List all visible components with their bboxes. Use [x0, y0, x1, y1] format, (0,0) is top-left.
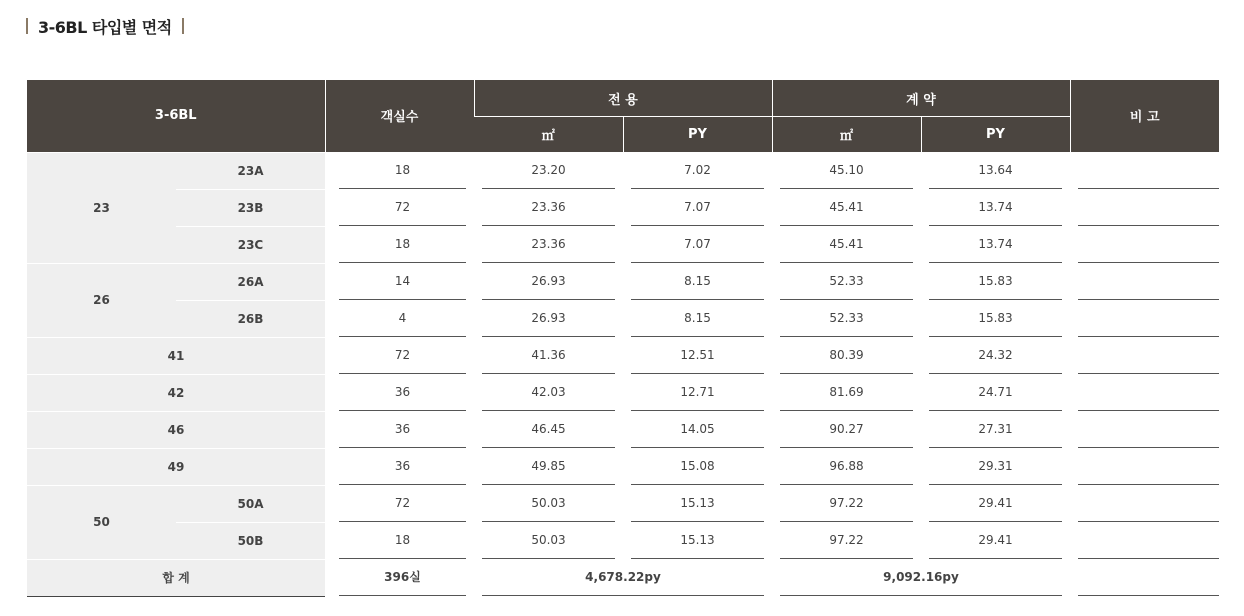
rooms-cell: 72	[325, 337, 474, 374]
rooms-cell: 14	[325, 263, 474, 300]
note-cell	[1070, 226, 1219, 263]
total-note-cell	[1070, 559, 1219, 596]
exclusive-py-cell: 8.15	[623, 263, 772, 300]
contract-py-cell: 29.31	[921, 448, 1070, 485]
exclusive-py-cell: 8.15	[623, 300, 772, 337]
rooms-cell: 36	[325, 411, 474, 448]
type-label: 50A	[176, 485, 325, 522]
exclusive-sqm-cell: 26.93	[474, 300, 623, 337]
group-label: 49	[27, 448, 325, 485]
note-cell	[1070, 152, 1219, 189]
group-label: 50	[27, 485, 176, 559]
note-cell	[1070, 263, 1219, 300]
contract-sqm-cell: 45.10	[772, 152, 921, 189]
contract-py-cell: 15.83	[921, 263, 1070, 300]
contract-py-cell: 13.64	[921, 152, 1070, 189]
title-right-bar	[182, 18, 184, 34]
note-cell	[1070, 374, 1219, 411]
group-label: 42	[27, 374, 325, 411]
exclusive-sqm-cell: 46.45	[474, 411, 623, 448]
rooms-cell: 72	[325, 189, 474, 226]
contract-py-cell: 13.74	[921, 226, 1070, 263]
contract-sqm-cell: 45.41	[772, 226, 921, 263]
table-row	[27, 300, 1219, 337]
exclusive-sqm-cell: 23.20	[474, 152, 623, 189]
rooms-cell: 72	[325, 485, 474, 522]
table-row	[27, 226, 1219, 263]
contract-sqm-cell: 97.22	[772, 485, 921, 522]
header-block: 3-6BL	[27, 80, 325, 152]
exclusive-sqm-cell: 42.03	[474, 374, 623, 411]
type-label: 26A	[176, 263, 325, 300]
table-row	[27, 337, 1219, 374]
rooms-cell: 4	[325, 300, 474, 337]
note-cell	[1070, 189, 1219, 226]
contract-py-cell: 27.31	[921, 411, 1070, 448]
exclusive-py-cell: 15.08	[623, 448, 772, 485]
exclusive-py-cell: 7.07	[623, 189, 772, 226]
rooms-cell: 18	[325, 152, 474, 189]
note-cell	[1070, 337, 1219, 374]
exclusive-sqm-cell: 49.85	[474, 448, 623, 485]
note-cell	[1070, 522, 1219, 559]
table-row	[27, 263, 1219, 300]
exclusive-sqm-cell: 23.36	[474, 189, 623, 226]
title-left-bar	[26, 18, 28, 34]
area-table	[27, 80, 1219, 597]
exclusive-sqm-cell: 50.03	[474, 485, 623, 522]
exclusive-py-cell: 15.13	[623, 522, 772, 559]
exclusive-sqm-cell: 41.36	[474, 337, 623, 374]
table-row	[27, 189, 1219, 226]
total-exclusive-cell: 4,678.22py	[474, 559, 772, 596]
group-label: 46	[27, 411, 325, 448]
type-label: 50B	[176, 522, 325, 559]
table-row	[27, 411, 1219, 448]
exclusive-sqm-cell: 26.93	[474, 263, 623, 300]
contract-sqm-cell: 52.33	[772, 263, 921, 300]
contract-sqm-cell: 81.69	[772, 374, 921, 411]
contract-sqm-cell: 45.41	[772, 189, 921, 226]
exclusive-sqm-cell: 50.03	[474, 522, 623, 559]
rooms-cell: 36	[325, 448, 474, 485]
contract-py-cell: 24.71	[921, 374, 1070, 411]
header-note: 비 고	[1070, 80, 1219, 152]
group-label: 23	[27, 152, 176, 263]
group-label: 41	[27, 337, 325, 374]
type-label: 26B	[176, 300, 325, 337]
contract-py-cell: 29.41	[921, 485, 1070, 522]
header-rooms: 객실수	[325, 80, 474, 152]
contract-py-cell: 29.41	[921, 522, 1070, 559]
note-cell	[1070, 448, 1219, 485]
section-title	[26, 14, 184, 38]
table-row	[27, 485, 1219, 522]
exclusive-py-cell: 7.07	[623, 226, 772, 263]
type-label: 23A	[176, 152, 325, 189]
header-contract-py: PY	[921, 117, 1070, 153]
exclusive-py-cell: 14.05	[623, 411, 772, 448]
header-contract-sqm: ㎡	[772, 117, 921, 153]
note-cell	[1070, 485, 1219, 522]
contract-sqm-cell: 80.39	[772, 337, 921, 374]
total-label: 합 계	[27, 559, 325, 596]
total-contract-cell: 9,092.16py	[772, 559, 1070, 596]
total-row	[27, 559, 1219, 596]
rooms-cell: 36	[325, 374, 474, 411]
table-row	[27, 152, 1219, 189]
exclusive-py-cell: 7.02	[623, 152, 772, 189]
exclusive-py-cell: 12.71	[623, 374, 772, 411]
group-label: 26	[27, 263, 176, 337]
table-row	[27, 522, 1219, 559]
header-exclusive-sqm: ㎡	[474, 117, 623, 153]
title-text: 3-6BL 타입별 면적	[38, 17, 172, 37]
exclusive-py-cell: 15.13	[623, 485, 772, 522]
rooms-cell: 18	[325, 226, 474, 263]
type-label: 23C	[176, 226, 325, 263]
note-cell	[1070, 411, 1219, 448]
header-exclusive: 전 용	[474, 80, 772, 117]
contract-sqm-cell: 97.22	[772, 522, 921, 559]
table-row	[27, 448, 1219, 485]
total-rooms-cell: 396실	[325, 559, 474, 596]
contract-py-cell: 24.32	[921, 337, 1070, 374]
rooms-cell: 18	[325, 522, 474, 559]
exclusive-sqm-cell: 23.36	[474, 226, 623, 263]
contract-sqm-cell: 52.33	[772, 300, 921, 337]
header-exclusive-py: PY	[623, 117, 772, 153]
header-contract: 계 약	[772, 80, 1070, 117]
contract-py-cell: 15.83	[921, 300, 1070, 337]
contract-sqm-cell: 90.27	[772, 411, 921, 448]
note-cell	[1070, 300, 1219, 337]
exclusive-py-cell: 12.51	[623, 337, 772, 374]
contract-py-cell: 13.74	[921, 189, 1070, 226]
type-label: 23B	[176, 189, 325, 226]
table-row	[27, 374, 1219, 411]
contract-sqm-cell: 96.88	[772, 448, 921, 485]
